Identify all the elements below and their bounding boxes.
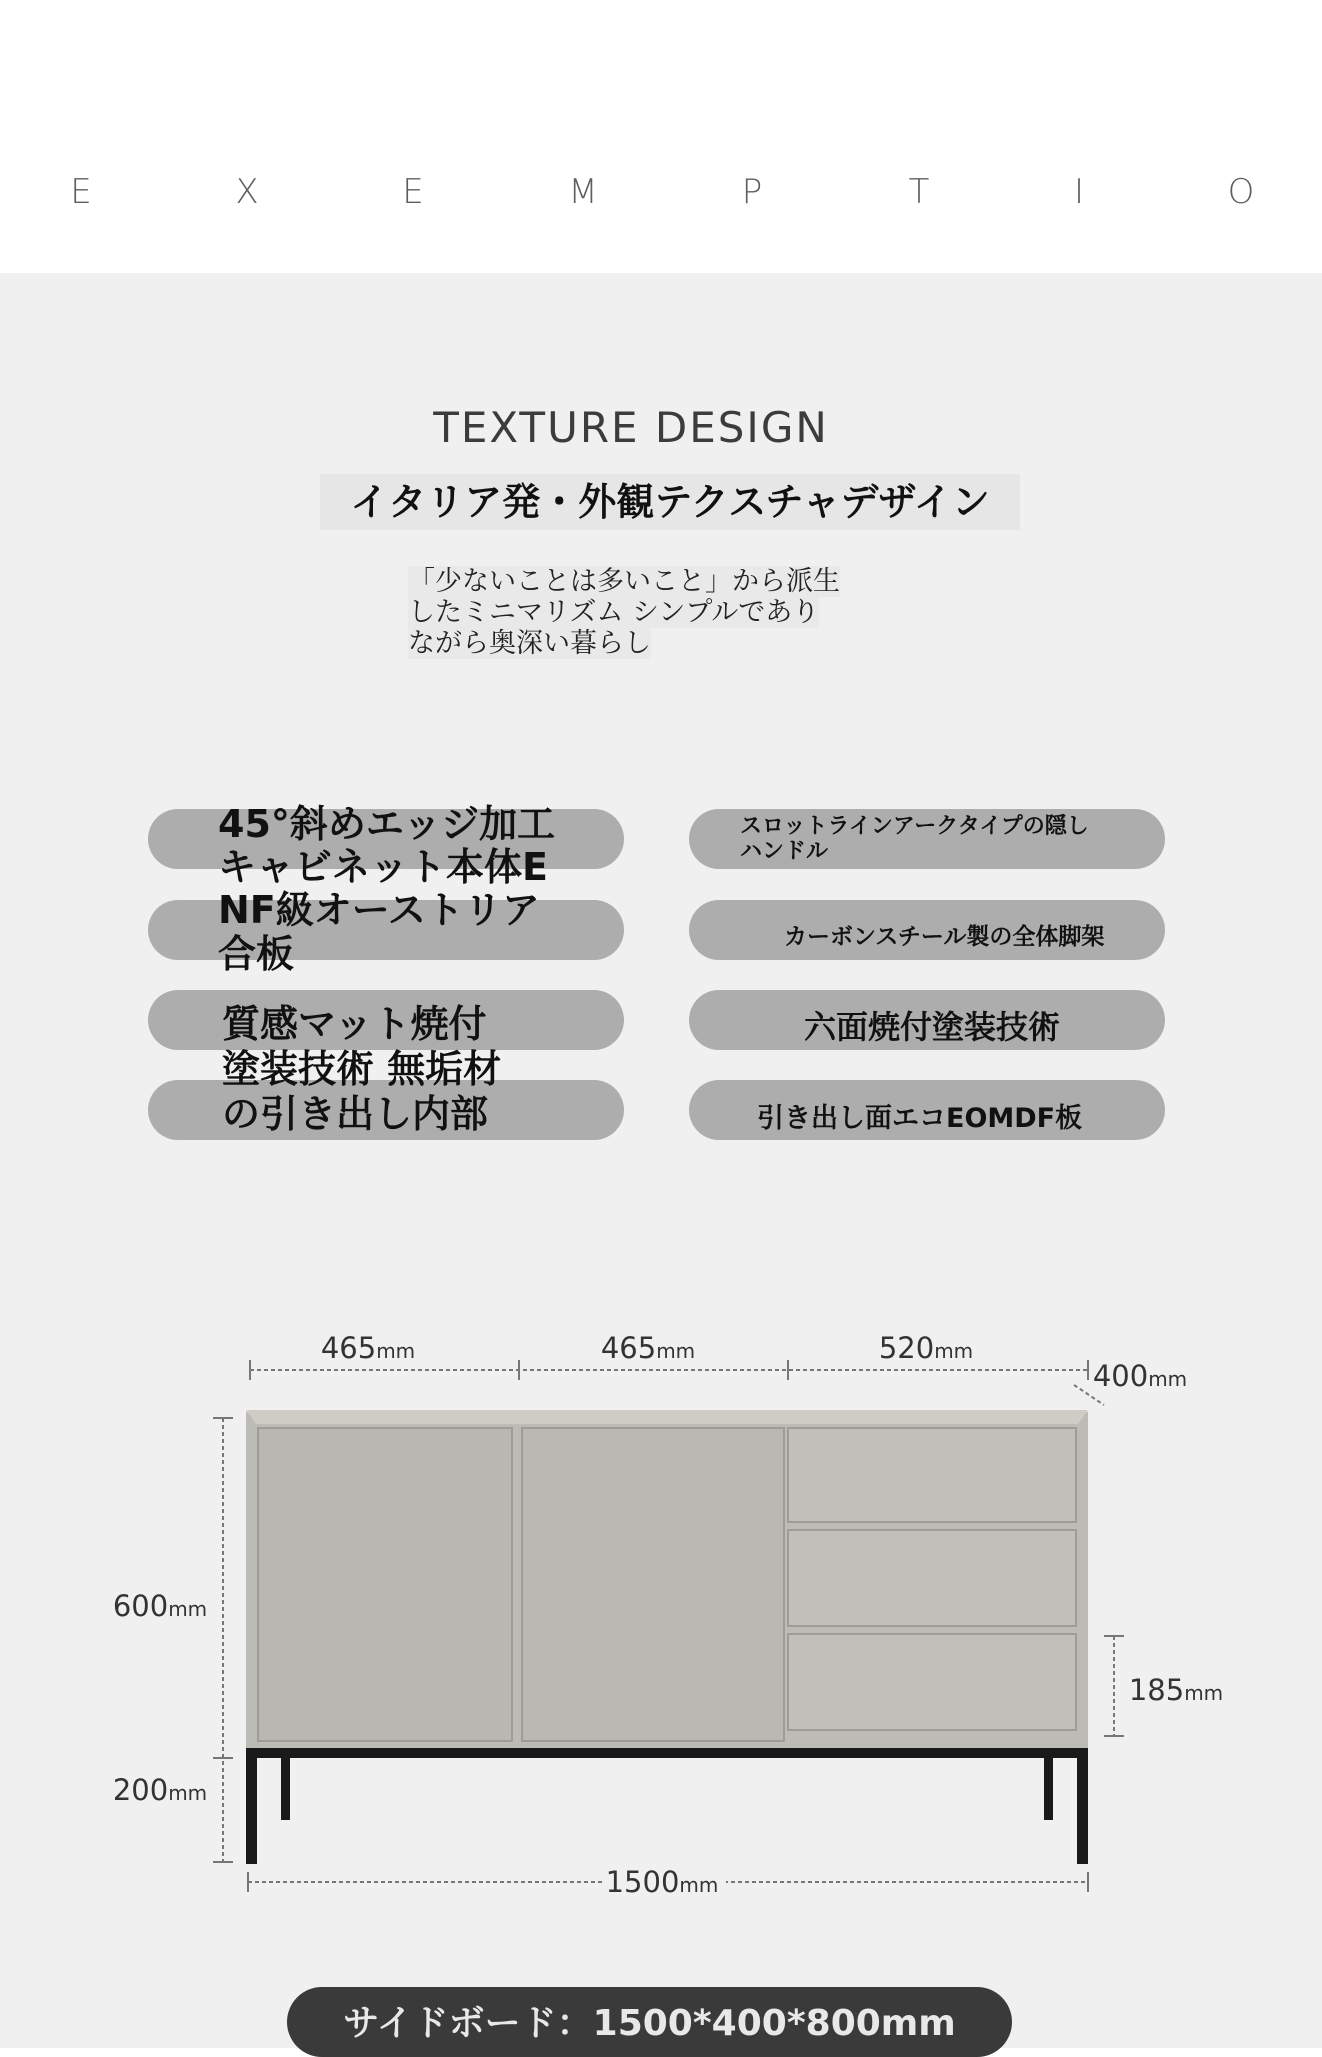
door2-width-label: 465mm xyxy=(600,1331,696,1365)
feature-text: カーボンスチール製の全体脚架 xyxy=(784,924,1105,950)
feature-text: 六面焼付塗装技術 xyxy=(804,1008,1061,1046)
feature-text: の引き出し内部 xyxy=(222,1092,489,1136)
feature-text: スロットラインアークタイプの隠し xyxy=(740,814,1089,839)
brand-letter: X xyxy=(235,172,259,212)
drawer-bottom xyxy=(788,1634,1076,1730)
section-title-text: TEXTURE DESIGN xyxy=(433,403,829,452)
sideboard xyxy=(246,1410,1088,1864)
brand-letter: T xyxy=(908,172,930,212)
feature-text: キャビネット本体E xyxy=(218,845,548,889)
total-width-label: 1500mm xyxy=(605,1865,719,1899)
leg-back-left xyxy=(281,1756,290,1820)
depth-label: 400mm xyxy=(1092,1359,1188,1393)
brand-letter: M xyxy=(568,172,598,212)
leg-front-left xyxy=(246,1748,257,1864)
drawer-middle xyxy=(788,1530,1076,1626)
leg-height-label: 200mm xyxy=(112,1773,208,1807)
cabinet-door-center xyxy=(522,1428,784,1741)
drawer-top xyxy=(788,1428,1076,1522)
brand-letter: P xyxy=(741,172,763,212)
width-dimension-lines xyxy=(250,1360,1104,1405)
door1-width-label: 465mm xyxy=(320,1331,416,1365)
drawer-height-label: 185mm xyxy=(1128,1673,1224,1707)
brand-letter: E xyxy=(402,172,424,212)
brand-letter: O xyxy=(1227,172,1255,212)
feature-text: 引き出し面エコEOMDF板 xyxy=(757,1103,1083,1134)
feature-text: ハンドル xyxy=(740,839,829,864)
feature-text: 合板 xyxy=(218,932,295,976)
feature-text: 塗装技術 無垢材 xyxy=(222,1047,502,1091)
cabinet-door-left xyxy=(258,1428,512,1741)
description-line: 「少ないことは多いこと」から派生 xyxy=(408,566,840,597)
drawer-width-label: 520mm xyxy=(878,1331,974,1365)
feature-text: 45°斜めエッジ加工 xyxy=(218,802,556,846)
leg-back-right xyxy=(1044,1756,1053,1820)
leg-front-right xyxy=(1077,1748,1088,1864)
feature-text: 質感マット焼付 xyxy=(222,1002,487,1046)
size-banner-label: サイドボード：1500*400*800mm xyxy=(343,2003,956,2044)
description-line: したミニマリズム シンプルであり xyxy=(408,597,820,628)
brand-letter: I xyxy=(1073,172,1085,212)
feature-text: NF級オーストリア xyxy=(218,888,540,932)
brand-letter: E xyxy=(70,172,92,212)
cabinet-top xyxy=(246,1410,1088,1424)
body-height-label: 600mm xyxy=(112,1589,208,1623)
leg-frame xyxy=(246,1748,1088,1758)
section-subtitle: イタリア発・外観テクスチャデザイン xyxy=(320,474,1020,530)
description-line: ながら奥深い暮らし xyxy=(408,628,651,659)
